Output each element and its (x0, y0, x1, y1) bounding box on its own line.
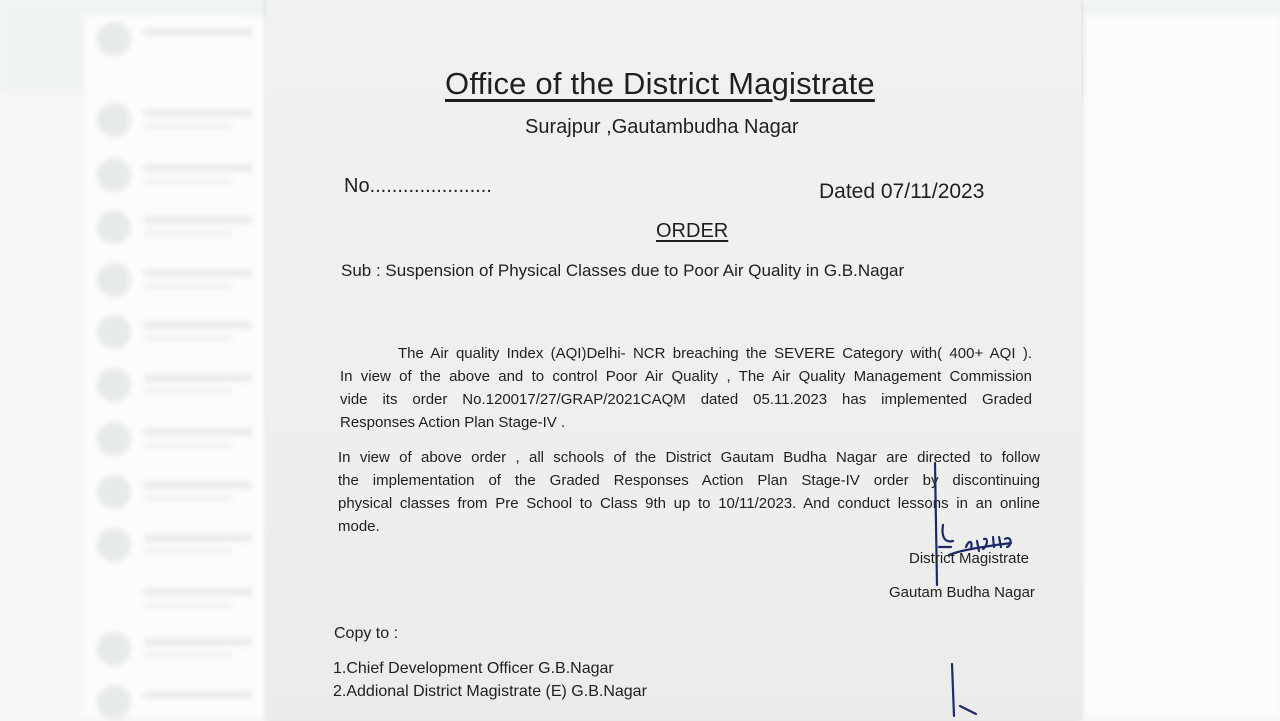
paragraph-line: physical classes from Pre School to Class 9th up to 10/11/2023. And conduct lessons in an online (338, 495, 1040, 512)
copy-to-item: 2.Addional District Magistrate (E) G.B.Nagar (333, 683, 647, 700)
order-heading: ORDER (656, 220, 729, 242)
order-subject: Sub : Suspension of Physical Classes due to Poor Air Quality in G.B.Nagar (341, 261, 905, 280)
reference-number: No...................... (344, 175, 492, 197)
signatory-title: District Magistrate (909, 550, 1030, 567)
list-item (97, 210, 267, 246)
copy-to-item: 1.Chief Development Officer G.B.Nagar (333, 660, 614, 677)
list-item (97, 263, 267, 299)
list-item (97, 685, 267, 721)
paragraph-aqi (340, 342, 1032, 434)
list-item (97, 422, 267, 458)
office-location: Surajpur ,Gautambudha Nagar (525, 116, 799, 138)
list-item (97, 528, 267, 564)
paragraph-line: mode. (338, 518, 380, 535)
order-date: Dated 07/11/2023 (819, 180, 985, 203)
background-right-panel (1085, 15, 1280, 715)
paragraph-line: Responses Action Plan Stage-IV . (340, 414, 566, 431)
list-item (97, 315, 267, 351)
signature-mark (921, 455, 1041, 595)
copy-to-label: Copy to : (334, 625, 399, 642)
signature-ink-mark (946, 660, 986, 720)
paragraph-line: the implementation of the Graded Responses Action Plan Stage-IV order by discontinuing (338, 472, 1040, 489)
list-item (97, 368, 267, 404)
paragraph-line: In view of above order , all schools of the District Gautam Budha Nagar are directed to follow (338, 449, 1040, 466)
paragraph-line: vide its order No.120017/27/GRAP/2021CAQM dated 05.11.2023 has implemented Graded (340, 391, 1032, 408)
signatory-place: Gautam Budha Nagar (889, 584, 1035, 601)
office-title: Office of the District Magistrate (445, 66, 875, 101)
list-item (97, 582, 267, 618)
list-item (97, 22, 267, 58)
paragraph-line: The Air quality Index (AQI)Delhi- NCR breaching the SEVERE Category with( 400+ AQI ). (398, 345, 1032, 362)
list-item (97, 475, 267, 511)
list-item (97, 632, 267, 668)
order-document (266, 0, 1081, 720)
list-item (97, 158, 267, 194)
paragraph-line: In view of the above and to control Poor Air Quality , The Air Quality Management Commission (340, 368, 1032, 385)
list-item (97, 103, 267, 139)
